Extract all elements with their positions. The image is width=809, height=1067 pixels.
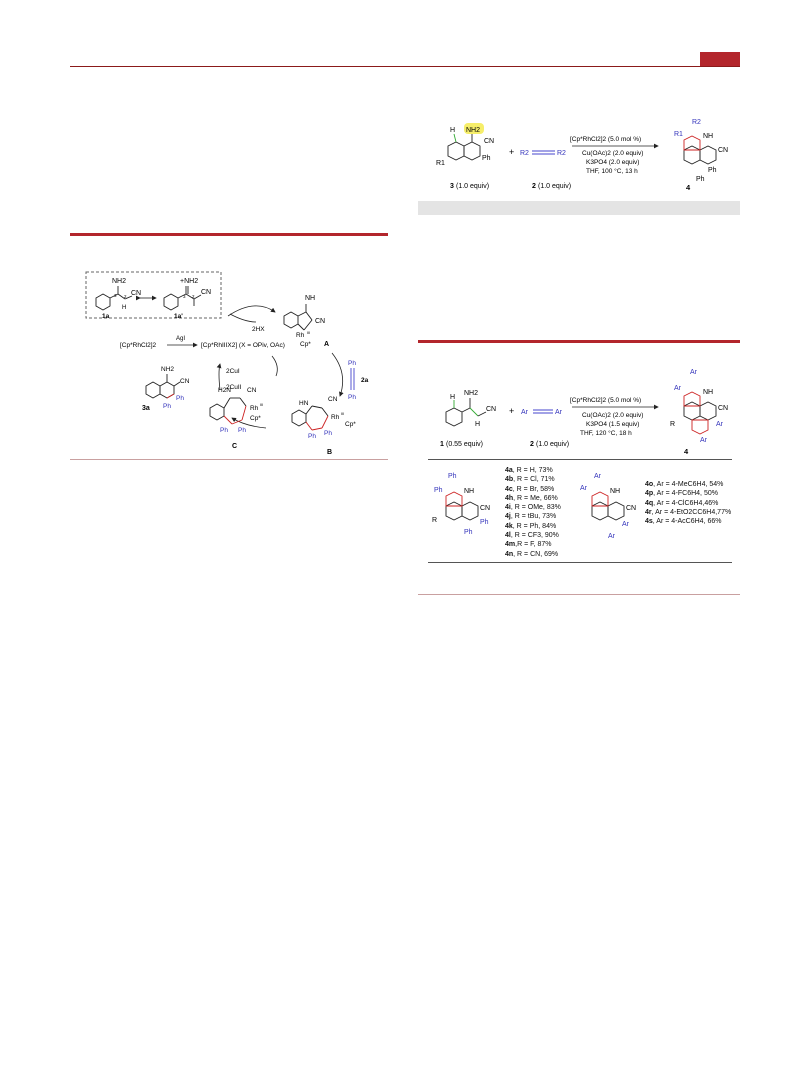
mechanism-scheme: [70, 268, 390, 458]
label-1-cn: CN: [486, 406, 497, 413]
compound-label-b: B: [327, 449, 333, 456]
equiv-2: (1.0 equiv): [538, 183, 572, 190]
equiv-1: (0.55 equiv): [446, 441, 483, 448]
label-4b-ar4: Ar: [700, 437, 707, 444]
label-3a-ph2: Ph: [163, 403, 171, 410]
label-4-cn: CN: [718, 147, 729, 154]
table-structure-left: [428, 466, 508, 558]
label-a-nh: NH: [305, 295, 316, 302]
compound-label-3: 3: [450, 183, 454, 190]
label-ag: AgI: [176, 336, 186, 342]
equiv-3: (1.0 equiv): [456, 183, 490, 190]
table-left-r: R: [432, 517, 438, 524]
table-right-ar2: Ar: [580, 485, 587, 492]
label-c-ox: III: [260, 402, 264, 407]
table-row: 4q, Ar = 4-ClC6H4,46%: [645, 499, 719, 507]
label-a-cp: Cp*: [300, 341, 311, 348]
compound-label-1a: 1a: [102, 313, 110, 320]
label-c-ph2: Ph: [238, 427, 246, 434]
table-left-cn: CN: [480, 505, 491, 512]
condition-catalyst: [Cp*RhCl2]2 (5.0 mol %): [570, 136, 642, 143]
label-precursor: [Cp*RhCl2]2: [120, 342, 157, 349]
label-4-r2: R2: [692, 119, 701, 126]
table-row: 4o, Ar = 4-MeC6H4, 54%: [645, 481, 724, 488]
label-3-nh2: NH2: [466, 127, 481, 134]
label-1a-pos2: 2: [124, 294, 127, 299]
condition-base-2: K3PO4 (1.5 equiv): [586, 421, 640, 428]
label-4b-r: R: [670, 421, 676, 428]
label-1a-nh2: NH2: [112, 278, 127, 285]
compound-label-2: 2: [532, 183, 536, 190]
structure-alkyne-2a: [351, 368, 354, 390]
table-right-nh: NH: [610, 488, 621, 495]
header-rule: [70, 66, 740, 67]
label-3a-nh2: NH2: [161, 366, 175, 373]
table-row: 4j, R = tBu, 73%: [505, 513, 557, 521]
label-2-ar2: Ar: [555, 409, 562, 416]
table-row: 4p, Ar = 4-FC6H4, 50%: [645, 490, 718, 498]
label-1-h2: H: [475, 421, 481, 428]
scheme-left-bottom-rule: [70, 459, 388, 460]
scheme-left-top-rule: [70, 233, 388, 236]
table-right-ar1: Ar: [594, 473, 601, 480]
structure-reactant-3: [448, 134, 480, 160]
label-3-h: H: [450, 127, 456, 134]
label-1-h1: H: [450, 394, 456, 401]
label-c-h2n: H2N: [218, 387, 232, 394]
label-b-ox: III: [341, 411, 345, 416]
label-2hx: 2HX: [252, 326, 265, 333]
table-right-ar3: Ar: [622, 521, 629, 528]
label-1a-prime-cn: CN: [201, 289, 212, 296]
compound-label-c: C: [232, 443, 238, 450]
label-b-hn: HN: [299, 400, 309, 407]
label-4b-ar2: Ar: [674, 385, 681, 392]
compound-label-4-bottom: 4: [684, 447, 689, 456]
table-row: 4s, Ar = 4-AcC6H4, 66%: [645, 518, 722, 526]
plus-sign: +: [509, 147, 515, 157]
label-catalyst: [Cp*RhIIIX2] (X = OPiv, OAc): [201, 342, 285, 349]
label-3-r1: R1: [436, 160, 445, 167]
table-left-ph2: Ph: [434, 487, 443, 494]
compound-label-2a: 2a: [361, 377, 369, 384]
label-a-ox: III: [307, 330, 311, 335]
structure-product-4-top: [684, 136, 716, 164]
table-row: 4n, R = CN, 69%: [505, 550, 559, 558]
structure-intermediate-c: [210, 398, 246, 424]
table-left-ph4: Ph: [464, 529, 473, 536]
label-4-ph2: Ph: [696, 176, 705, 183]
label-c-ph1: Ph: [220, 427, 228, 434]
table-row: 4b, R = Cl, 71%: [505, 476, 555, 484]
table-right-ar4: Ar: [608, 533, 615, 540]
table-bottom-rule: [428, 562, 732, 563]
label-a-rh: Rh: [296, 332, 305, 339]
table-row: 4c, R = Br, 58%: [505, 485, 555, 493]
label-4b-ar3: Ar: [716, 421, 723, 428]
equiv-2b: (1.0 equiv): [536, 441, 570, 448]
label-4b-cn: CN: [718, 405, 729, 412]
label-2-ar1: Ar: [521, 409, 528, 416]
label-1a-h: H: [122, 305, 127, 311]
label-4b-nh: NH: [703, 389, 714, 396]
scheme-right-bottom-rule: [418, 594, 740, 595]
table-row: 4m,R = F, 87%: [505, 541, 552, 549]
table-left-nh: NH: [464, 488, 475, 495]
structure-product-4-bottom: [684, 392, 716, 434]
label-1a-cn: CN: [131, 290, 142, 297]
label-1a-pos3: 3: [114, 293, 117, 298]
label-1a-prime-pos2: 2: [192, 294, 195, 299]
compound-label-2b: 2: [530, 441, 534, 448]
label-1a-prime-pos3: 3: [183, 294, 186, 299]
condition-base: K3PO4 (2.0 equiv): [586, 159, 640, 166]
condition-catalyst-2: [Cp*RhCl2]2 (5.0 mol %): [570, 397, 642, 404]
table-left-ph3: Ph: [480, 519, 489, 526]
condition-oxidant-2: Cu(OAc)2 (2.0 equiv): [582, 412, 644, 419]
label-b-ph2: Ph: [324, 430, 332, 437]
label-2-r2b: R2: [557, 150, 566, 157]
label-c-cn: CN: [247, 387, 257, 394]
table-row: 4k, R = Ph, 84%: [505, 522, 557, 530]
condition-oxidant: Cu(OAc)2 (2.0 equiv): [582, 150, 644, 157]
table-row: 4l, R = CF3, 90%: [505, 532, 559, 540]
scheme-right-top-rule: [418, 340, 740, 343]
structure-product-3a: [146, 374, 180, 398]
table-row: 4i, R = OMe, 83%: [505, 504, 561, 512]
table-right-cn: CN: [626, 505, 637, 512]
table-right-entries: [645, 480, 737, 526]
label-2-r2a: R2: [520, 150, 529, 157]
label-cu-out: 2CuI: [226, 368, 240, 375]
label-b-cn: CN: [328, 396, 338, 403]
plus-sign-2: +: [509, 406, 515, 416]
table-left-ph1: Ph: [448, 473, 457, 480]
compound-label-1a-prime: 1a': [174, 313, 183, 320]
label-2a-ph-bottom: Ph: [348, 394, 356, 401]
structure-intermediate-b: [292, 406, 328, 430]
condition-solvent-2: THF, 120 °C, 18 h: [580, 430, 632, 437]
label-4-ph1: Ph: [708, 167, 717, 174]
table-row: 4h, R = Me, 66%: [505, 494, 558, 502]
compound-label-a: A: [324, 341, 330, 348]
table-row: 4a, R = H, 73%: [505, 467, 553, 474]
label-c-rh: Rh: [250, 405, 259, 412]
condition-solvent: THF, 100 °C, 13 h: [586, 168, 638, 175]
label-3-cn: CN: [484, 138, 495, 145]
table-top-rule: [428, 459, 732, 460]
structure-intermediate-a: [284, 304, 312, 330]
label-1-nh2: NH2: [464, 390, 479, 397]
scheme-right-bottom: [420, 362, 740, 458]
label-b-rh: Rh: [331, 414, 340, 421]
header-tab: [700, 52, 740, 66]
label-3a-ph1: Ph: [176, 395, 184, 402]
label-1a-prime-nh2: +NH2: [180, 278, 199, 285]
structure-1a: [96, 286, 132, 310]
label-c-cp: Cp*: [250, 415, 261, 422]
label-4-r1: R1: [674, 131, 683, 138]
label-3-ph: Ph: [482, 155, 491, 162]
scheme-right-top: [420, 110, 740, 198]
label-cu-in: 2CuII: [226, 384, 242, 391]
label-2a-ph-top: Ph: [348, 360, 356, 367]
table-row: 4r, Ar = 4-EtO2CC6H4,77%: [645, 508, 732, 516]
compound-label-1: 1: [440, 441, 444, 448]
label-a-cn: CN: [315, 318, 326, 325]
label-b-ph1: Ph: [308, 433, 316, 440]
label-b-cp: Cp*: [345, 421, 356, 428]
compound-label-4-top: 4: [686, 183, 691, 192]
scheme-top-caption-band: [418, 201, 740, 215]
label-4b-ar1: Ar: [690, 369, 697, 376]
compound-label-3a: 3a: [142, 405, 150, 412]
label-4-nh: NH: [703, 133, 714, 140]
label-3a-cn: CN: [180, 378, 190, 385]
